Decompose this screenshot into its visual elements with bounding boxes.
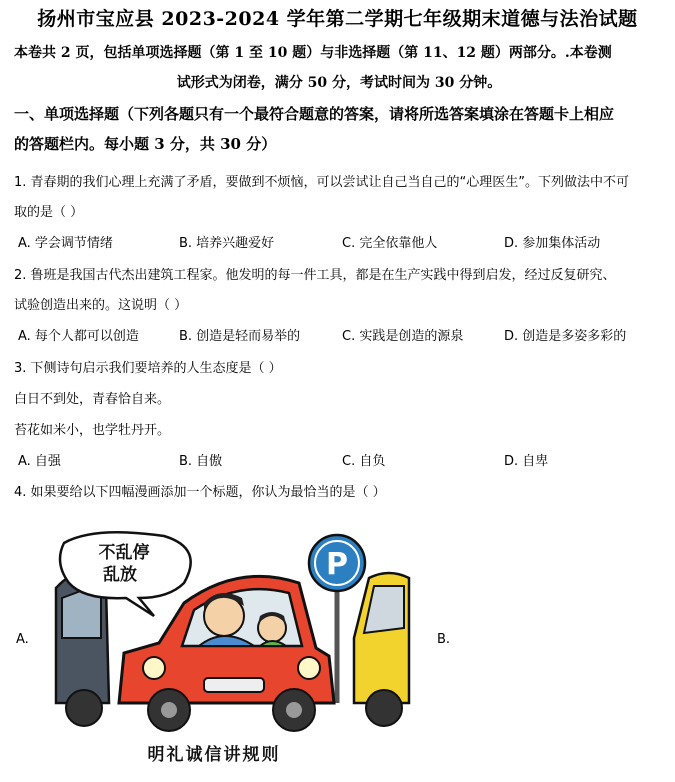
- question-2-stem-line-2: 试验创造出来的。这说明（ ）: [14, 298, 188, 313]
- section-heading-line-1: 一、单项选择题（下列各题只有一个最符合题意的答案，请将所选答案填涂在答题卡上相应: [14, 105, 615, 123]
- question-1-option-b: B. 培养兴趣爱好: [179, 236, 275, 251]
- question-4-stem: 4. 如果要给以下四幅漫画添加一个标题，你认为最恰当的是（ ）: [14, 485, 386, 500]
- question-2-option-b: B. 创造是轻而易举的: [179, 329, 301, 344]
- question-2-option-a: A. 每个人都可以创造: [18, 329, 139, 344]
- question-2-stem-line-1: 2. 鲁班是我国古代杰出建筑工程家。他发明的每一件工具，都是在生产实践中得到启发，经过反复研究、: [14, 268, 616, 283]
- question-2-option-d: D. 创造是多姿多彩的: [504, 329, 627, 344]
- speech-line-2: 乱放: [103, 565, 137, 585]
- question-1-stem-line-1: 1. 青春期的我们心理上充满了矛盾，要做到不烦恼，可以尝试让自己当自己的“心理医生”。下列做法中不可: [14, 175, 630, 190]
- question-4-option-b-label: B.: [437, 632, 451, 647]
- exam-title: 扬州市宝应县 2023-2024 学年第二学期七年级期末道德与法治试题: [37, 8, 638, 30]
- question-1-option-c: C. 完全依靠他人: [342, 236, 438, 251]
- cartoon-caption: 明礼诚信讲规则: [147, 745, 281, 765]
- section-heading-line-2: 的答题栏内。每小题 3 分，共 30 分）: [14, 135, 277, 153]
- question-3-option-d: D. 自卑: [504, 454, 549, 469]
- exam-intro-line-2: 试形式为闭卷，满分 50 分，考试时间为 30 分钟。: [176, 75, 502, 91]
- question-1-option-a: A. 学会调节情绪: [18, 236, 113, 251]
- parking-sign-letter: P: [326, 547, 348, 582]
- question-4-option-a-label: A.: [16, 632, 29, 647]
- question-1-stem-line-2: 取的是（ ）: [14, 205, 84, 220]
- exam-intro-line-1: 本卷共 2 页，包括单项选择题（第 1 至 10 题）与非选择题（第 11、12 题）两部分。.本卷测: [14, 45, 612, 61]
- question-3-option-c: C. 自负: [342, 454, 386, 469]
- cartoon-illustration: [54, 528, 424, 776]
- red-car: [119, 576, 334, 731]
- poem-line-2: 苔花如米小，也学牡丹开。: [14, 423, 171, 438]
- poem-line-1: 白日不到处，青春恰自来。: [14, 392, 171, 407]
- question-3-stem: 3. 下侧诗句启示我们要培养的人生态度是（ ）: [14, 361, 282, 376]
- question-3-option-b: B. 自傲: [179, 454, 223, 469]
- question-1-option-d: D. 参加集体活动: [504, 236, 601, 251]
- question-3-option-a: A. 自强: [18, 454, 61, 469]
- question-2-option-c: C. 实践是创造的源泉: [342, 329, 464, 344]
- speech-line-1: 不乱停: [98, 543, 150, 563]
- right-parked-car: [354, 573, 409, 726]
